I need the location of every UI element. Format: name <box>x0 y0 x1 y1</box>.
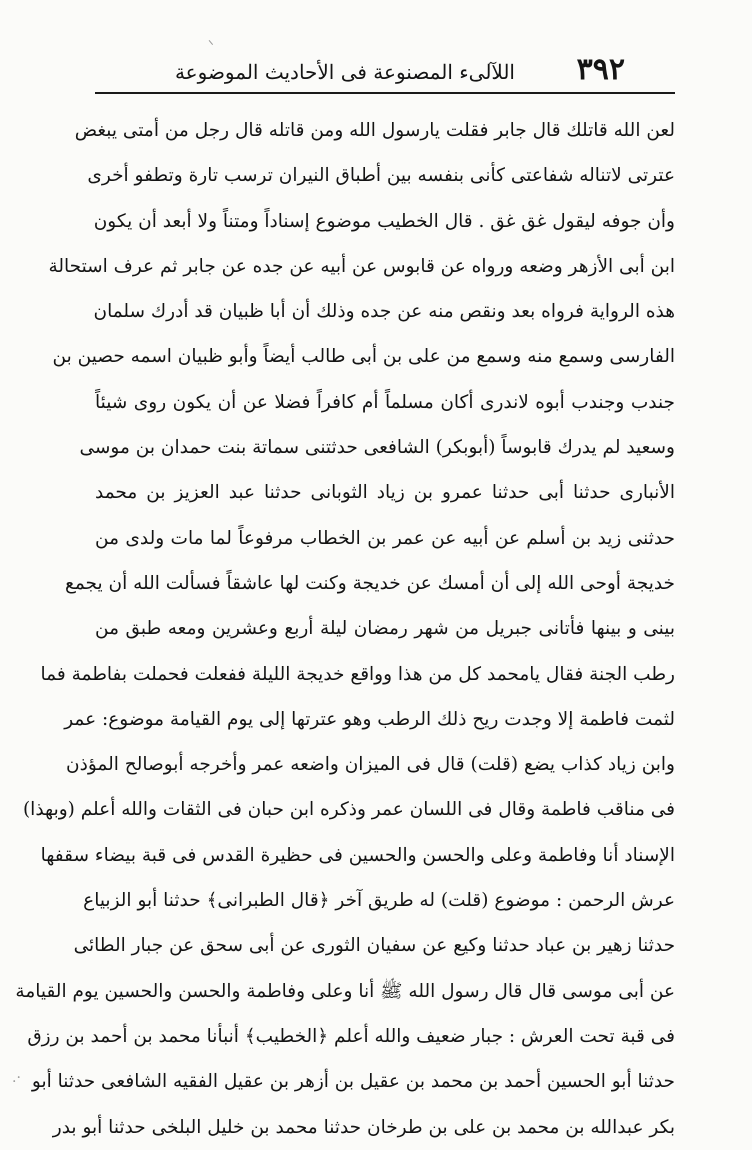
running-title: اللآلىء المصنوعة فى الأحاديث الموضوعة <box>174 60 515 84</box>
page-number: ٣٩٢ <box>576 52 625 87</box>
text-line: لعن الله قاتلك قال جابر فقلت يارسول الله ومن قاتله قال رجل من أمتى يبغض <box>74 120 675 141</box>
text-line: هذه الرواية فرواه بعد ونقص منه عن جده وذلك أن أبا ظبيان قد أدرك سلمان <box>93 301 675 323</box>
text-line: عترتى لاتناله شفاعتى كأنى بنفسه بين أطباق النيران ترسب تارة وتطفو أخرى <box>87 165 675 187</box>
text-line: فى قبة تحت العرش : جبار ضعيف والله أعلم ﴿الخطيب﴾ أنبأنا محمد بن أحمد بن رزق <box>27 1025 675 1047</box>
text-line: وسعيد لم يدرك قابوساً (أبوبكر) الشافعى حدثتنى سماتة بنت حمدان بن موسى <box>79 437 675 459</box>
body-text <box>15 108 675 1150</box>
text-line: بكر عبدالله بن محمد بن على بن طرخان حدثنا محمد بن خليل البلخى حدثنا أبو بدر <box>52 1116 675 1138</box>
text-line: حدثنا أبو الحسين أحمد بن محمد بن عقيل بن أزهر بن عقيل الفقيه الشافعى حدثنا أبو <box>31 1071 675 1093</box>
text-line: عن أبى موسى قال قال رسول الله ﷺ أنا وعلى وفاطمة والحسن والحسين يوم القيامة <box>15 980 675 1002</box>
text-line: رطب الجنة فقال يامحمد كل من هذا وواقع خديجة الليلة ففعلت فحملت بفاطمة فما <box>40 663 675 685</box>
header-rule <box>95 92 675 94</box>
text-line: وابن زياد كذاب يضع (قلت) قال فى الميزان واضعه عمر وأخرجه أبوصالح المؤذن <box>66 754 675 776</box>
page-header <box>174 50 625 90</box>
text-line: بينى و بينها فأتانى جبريل من شهر رمضان ليلة أربع وعشرين ومعه طبق من <box>95 618 675 640</box>
ink-speck: ᐠ <box>208 38 214 54</box>
text-line: عرش الرحمن : موضوع (قلت) له طريق آخر ﴿قال الطبرانى﴾ حدثنا أبو الزبياع <box>83 890 675 912</box>
text-line: الأنبارى حدثنا أبى حدثنا عمرو بن زياد الثوبانى حدثنا عبد العزيز بن محمد <box>95 482 675 504</box>
ink-speck: .· <box>12 1070 21 1086</box>
text-line: الإسناد أنا وفاطمة وعلى والحسن والحسين فى حظيرة القدس فى قبة بيضاء سقفها <box>40 844 675 866</box>
text-line: وأن جوفه ليقول غق غق . قال الخطيب موضوع إسناداً ومتناً ولا أبعد أن يكون <box>93 210 675 232</box>
text-line: لثمت فاطمة إلا وجدت ريح ذلك الرطب وهو عترتها إلى يوم القيامة موضوع: عمر <box>64 708 675 730</box>
text-line: خديجة أوحى الله إلى أن أمسك عن خديجة وكنت لها عاشقاً فسألت الله أن يجمع <box>64 572 675 594</box>
text-line: حدثنى زيد بن أسلم عن أبيه عن عمر بن الخطاب مرفوعاً لما مات ولدى من <box>95 527 675 549</box>
text-line: جندب وجندب أبوه لاندرى أكان مسلماً أم كافراً فضلا عن أن يكون روى شيئاً <box>95 391 675 413</box>
text-line: فى مناقب فاطمة وقال فى اللسان عمر وذكره ابن حبان فى الثقات والله أعلم (وبهذا) <box>22 799 675 821</box>
text-line: ابن أبى الأزهر وضعه ورواه عن قابوس عن أبيه عن جده عن جابر ثم عرف استحالة <box>48 255 675 277</box>
text-line: حدثنا زهير بن عباد حدثنا وكيع عن سفيان الثورى عن أبى سحق عن جبار الطائى <box>73 935 675 957</box>
text-line: الفارسى وسمع منه وسمع من على بن أبى طالب أيضاً وأبو ظبيان اسمه حصين بن <box>52 346 675 368</box>
